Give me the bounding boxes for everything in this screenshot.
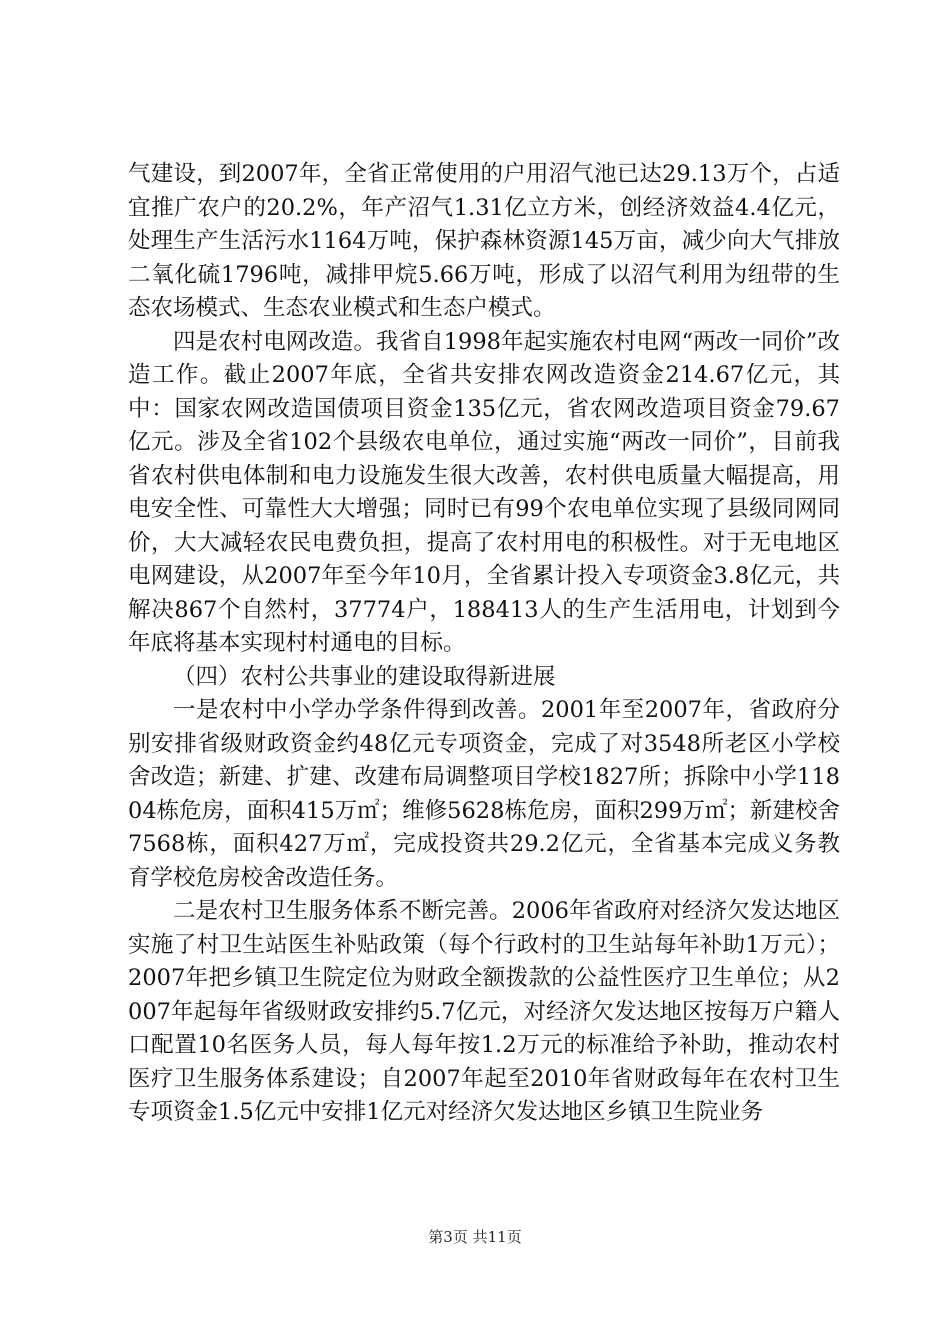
paragraph-rural-grid: 四是农村电网改造。我省自1998年起实施农村电网“两改一同价”改造工作。截止2007年底，全省共安排农网改造资金214.67亿元，其中：国家农网改造国债项目资金135亿元，省农网改造项目资金79.67亿元。涉及全省102个县级农电单位，通过实施“两改一同价”，目前我省农村供电体制和电力设施发生很大改善，农村供电质量大幅提高，用电安全性、可靠性大大增强；同时已有99个农电单位实现了县级同网同价，大大减轻农民电费负担，提高了农村用电的积极性。对于无电地区电网建设，从2007年至今年10月，全省累计投入专项资金3.8亿元，共解决867个自然村，37774户，188413人的生产生活用电，计划到今年底将基本实现村村通电的目标。 (128, 328, 840, 656)
paragraph-health: 二是农村卫生服务体系不断完善。2006年省政府对经济欠发达地区实施了村卫生站医生补贴政策（每个行政村的卫生站每年补助1万元）；2007年把乡镇卫生院定位为财政全额拨款的公益性医疗卫生单位；从2007年起每年省级财政安排约5.7亿元，对经济欠发达地区按每万户籍人口配置10名医务人员，每人每年按1.2万元的标准给予补助，推动农村医疗卫生服务体系建设；自2007年起至2010年省财政每年在农村卫生专项资金1.5亿元中安排1亿元对经济欠发达地区乡镇卫生院业务 (128, 898, 840, 1125)
paragraph-schools: 一是农村中小学办学条件得到改善。2001年至2007年，省政府分别安排省级财政资金约48亿元专项资金，完成了对3548所老区小学校舍改造；新建、扩建、改建布局调整项目学校1827所；拆除中小学11804栋危房，面积415万㎡；维修5628栋危房，面积299万㎡；新建校舍7568栋，面积427万㎡，完成投资共29.2亿元，全省基本完成义务教育学校危房校舍改造任务。 (128, 697, 840, 891)
page-footer: 第3页 共11页 (428, 1228, 522, 1246)
paragraph-biogas: 气建设，到2007年，全省正常使用的户用沼气池已达29.13万个，占适宜推广农户的20.2%，年产沼气1.31亿立方米，创经济效益4.4亿元，处理生产生活污水1164万吨，保护森林资源145万亩，减少向大气排放二氧化硫1796吨，减排甲烷5.66万吨，形成了以沼气利用为纽带的生态农场模式、生态农业模式和生态户模式。 (128, 161, 840, 321)
document-body (128, 158, 840, 1130)
section-heading-public-affairs: （四）农村公共事业的建设取得新进展 (173, 663, 556, 690)
